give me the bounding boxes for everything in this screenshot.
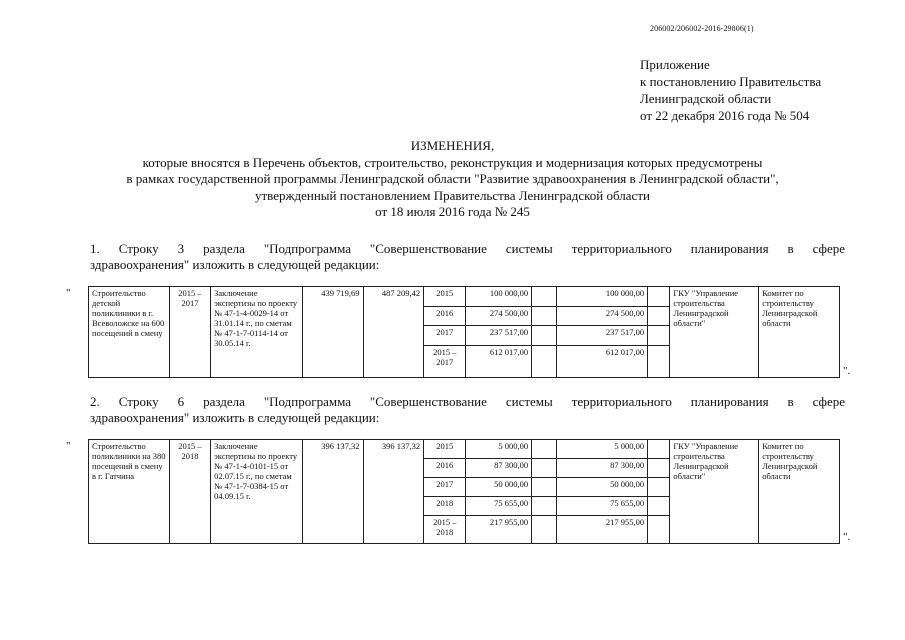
- amount-cell: 75 655,00: [466, 497, 532, 516]
- amount-cell: 75 655,00: [557, 497, 648, 516]
- year-cell: 2015: [424, 440, 466, 459]
- customer-cell: ГКУ "Управление строительства Ленинградской области": [670, 440, 759, 544]
- empty-cell: [648, 326, 670, 346]
- year-cell: 2016: [424, 459, 466, 478]
- amount-cell: 237 517,00: [557, 326, 648, 346]
- year-cell: 2015: [424, 287, 466, 307]
- year-cell: 2018: [424, 497, 466, 516]
- cost-cell: 396 137,32: [363, 440, 424, 544]
- appendix-header: [640, 56, 821, 124]
- amount-cell: 100 000,00: [466, 287, 532, 307]
- empty-cell: [648, 440, 670, 459]
- empty-cell: [532, 497, 557, 516]
- empty-cell: [648, 478, 670, 497]
- empty-cell: [648, 516, 670, 544]
- amount-cell: 5 000,00: [557, 440, 648, 459]
- document-number: 206002/206002-2016-29806(1): [650, 24, 754, 33]
- appendix-line: Ленинградской области: [640, 91, 772, 106]
- amount-cell: 237 517,00: [466, 326, 532, 346]
- title-line: от 18 июля 2016 года № 245: [375, 204, 530, 219]
- appendix-line: от 22 декабря 2016 года № 504: [640, 108, 810, 123]
- period-cell: 2015 – 2018: [169, 440, 210, 544]
- title-heading: ИЗМЕНЕНИЯ,: [410, 138, 495, 153]
- amount-cell: 87 300,00: [557, 459, 648, 478]
- object-name-cell: Строительство поликлиники на 380 посещений в смену в г. Гатчина: [89, 440, 170, 544]
- cost-cell: 396 137,32: [302, 440, 363, 544]
- document-title: [0, 138, 905, 221]
- empty-cell: [532, 516, 557, 544]
- expertise-cell: Заключение экспертизы по проекту № 47-1-4-0101-15 от 02.07.15 г., по сметам № 47-1-7-0384-15 от 04.09.15 г.: [211, 440, 303, 544]
- year-cell: 2015 – 2017: [424, 346, 466, 378]
- appendix-line: к постановлению Правительства: [640, 74, 822, 89]
- amount-cell: 612 017,00: [466, 346, 532, 378]
- cost-cell: 439 719,69: [302, 287, 363, 378]
- object-name-cell: Строительство детской поликлиники в г. Всеволожске на 600 посещений в смену: [89, 287, 170, 378]
- appendix-line: Приложение: [640, 57, 710, 72]
- table-row: [89, 287, 840, 307]
- empty-cell: [532, 326, 557, 346]
- amount-cell: 50 000,00: [557, 478, 648, 497]
- empty-cell: [648, 346, 670, 378]
- table-row: [89, 440, 840, 459]
- section2-close-quote: ".: [843, 531, 851, 543]
- empty-cell: [532, 306, 557, 326]
- customer-cell: ГКУ "Управление строительства Ленинградской области": [670, 287, 759, 378]
- section2-table: [88, 439, 840, 544]
- committee-cell: Комитет по строительству Ленинградской области: [759, 287, 840, 378]
- empty-cell: [648, 459, 670, 478]
- amount-cell: 100 000,00: [557, 287, 648, 307]
- year-cell: 2016: [424, 306, 466, 326]
- amount-cell: 87 300,00: [466, 459, 532, 478]
- section1-close-quote: ".: [843, 365, 851, 377]
- section1-paragraph-line2: здравоохранения" изложить в следующей редакции:: [90, 257, 380, 272]
- empty-cell: [648, 306, 670, 326]
- section2-paragraph-line2: здравоохранения" изложить в следующей редакции:: [90, 410, 380, 425]
- cost-cell: 487 209,42: [363, 287, 424, 378]
- section1-table: [88, 286, 840, 378]
- amount-cell: 5 000,00: [466, 440, 532, 459]
- amount-cell: 612 017,00: [557, 346, 648, 378]
- amount-cell: 274 500,00: [557, 306, 648, 326]
- year-cell: 2017: [424, 326, 466, 346]
- period-cell: 2015 – 2017: [169, 287, 210, 378]
- section1-open-quote: ": [66, 287, 71, 299]
- section2-paragraph-line1: 2. Строку 6 раздела "Подпрограмма "Совершенствование системы территориального планирования в сфере: [90, 394, 845, 409]
- amount-cell: 274 500,00: [466, 306, 532, 326]
- year-cell: 2015 – 2018: [424, 516, 466, 544]
- empty-cell: [532, 459, 557, 478]
- amount-cell: 50 000,00: [466, 478, 532, 497]
- title-line: утвержденный постановлением Правительства Ленинградской области: [255, 187, 650, 203]
- empty-cell: [648, 287, 670, 307]
- empty-cell: [532, 478, 557, 497]
- title-line: в рамках государственной программы Ленинградской области "Развитие здравоохранения в Ленинградской области",: [126, 171, 779, 186]
- empty-cell: [532, 440, 557, 459]
- section2-open-quote: ": [66, 440, 71, 452]
- year-cell: 2017: [424, 478, 466, 497]
- empty-cell: [648, 497, 670, 516]
- expertise-cell: Заключение экспертизы по проекту № 47-1-4-0029-14 от 31.01.14 г., по сметам № 47-1-7-0114-14 от 30.05.14 г.: [211, 287, 303, 378]
- section1-paragraph-line1: 1. Строку 3 раздела "Подпрограмма "Совершенствование системы территориального планирования в сфере: [90, 241, 845, 256]
- empty-cell: [532, 287, 557, 307]
- title-line: которые вносятся в Перечень объектов, строительство, реконструкция и модернизация которых предусмотрены: [142, 154, 763, 170]
- amount-cell: 217 955,00: [466, 516, 532, 544]
- amount-cell: 217 955,00: [557, 516, 648, 544]
- empty-cell: [532, 346, 557, 378]
- committee-cell: Комитет по строительству Ленинградской области: [759, 440, 840, 544]
